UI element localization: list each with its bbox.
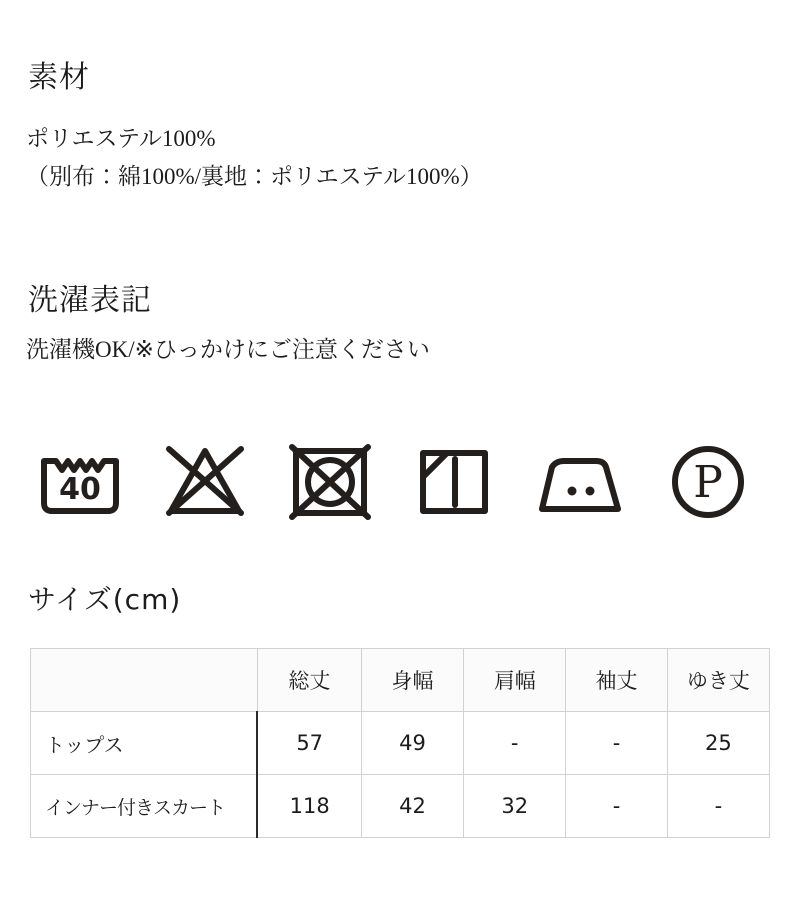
- size-cell-skirt-sleeve-length: -: [566, 775, 667, 838]
- size-cell-skirt-yuki-length: -: [667, 775, 769, 838]
- do-not-bleach-icon: [155, 425, 255, 525]
- size-col-total-length: 総丈: [257, 649, 361, 712]
- machine-wash-40-icon: [30, 425, 130, 525]
- size-row-label-tops: トップス: [31, 712, 258, 775]
- care-symbol-list: [30, 425, 750, 535]
- drip-dry-in-shade-icon: [405, 425, 505, 525]
- size-cell-tops-shoulder-width: -: [464, 712, 566, 775]
- table-row: [31, 712, 770, 775]
- material-line-1: ポリエステル100%: [26, 126, 216, 151]
- iron-medium-icon: [530, 425, 630, 525]
- do-not-tumble-dry-icon: [280, 425, 380, 525]
- material-description: [26, 120, 483, 196]
- size-row-label-skirt: インナー付きスカート: [31, 775, 258, 838]
- size-col-body-width: 身幅: [361, 649, 463, 712]
- table-header-row: [31, 649, 770, 712]
- size-col-shoulder-width: 肩幅: [464, 649, 566, 712]
- washing-heading: 洗濯表記: [28, 283, 152, 318]
- size-cell-tops-body-width: 49: [361, 712, 463, 775]
- size-table-body: [31, 712, 770, 838]
- size-cell-tops-sleeve-length: -: [566, 712, 667, 775]
- size-col-yuki-length: ゆき丈: [667, 649, 769, 712]
- size-col-sleeve-length: 袖丈: [566, 649, 667, 712]
- dry-clean-p-icon: [658, 425, 758, 525]
- size-col-corner: [31, 649, 258, 712]
- washing-note: 洗濯機OK/※ひっかけにご注意ください: [26, 337, 430, 362]
- size-heading: サイズ(cm): [28, 583, 182, 616]
- machine-wash-temperature: 40: [59, 472, 101, 507]
- size-cell-tops-total-length: 57: [257, 712, 361, 775]
- size-cell-tops-yuki-length: 25: [667, 712, 769, 775]
- size-cell-skirt-shoulder-width: 32: [464, 775, 566, 838]
- size-cell-skirt-body-width: 42: [361, 775, 463, 838]
- material-line-2: （別布：綿100%/裏地：ポリエステル100%）: [26, 163, 483, 189]
- material-heading: 素材: [28, 60, 90, 95]
- size-table-head: [31, 649, 770, 712]
- size-cell-skirt-total-length: 118: [257, 775, 361, 838]
- dry-clean-letter: P: [693, 457, 723, 508]
- table-row: [31, 775, 770, 838]
- size-table: [30, 648, 770, 838]
